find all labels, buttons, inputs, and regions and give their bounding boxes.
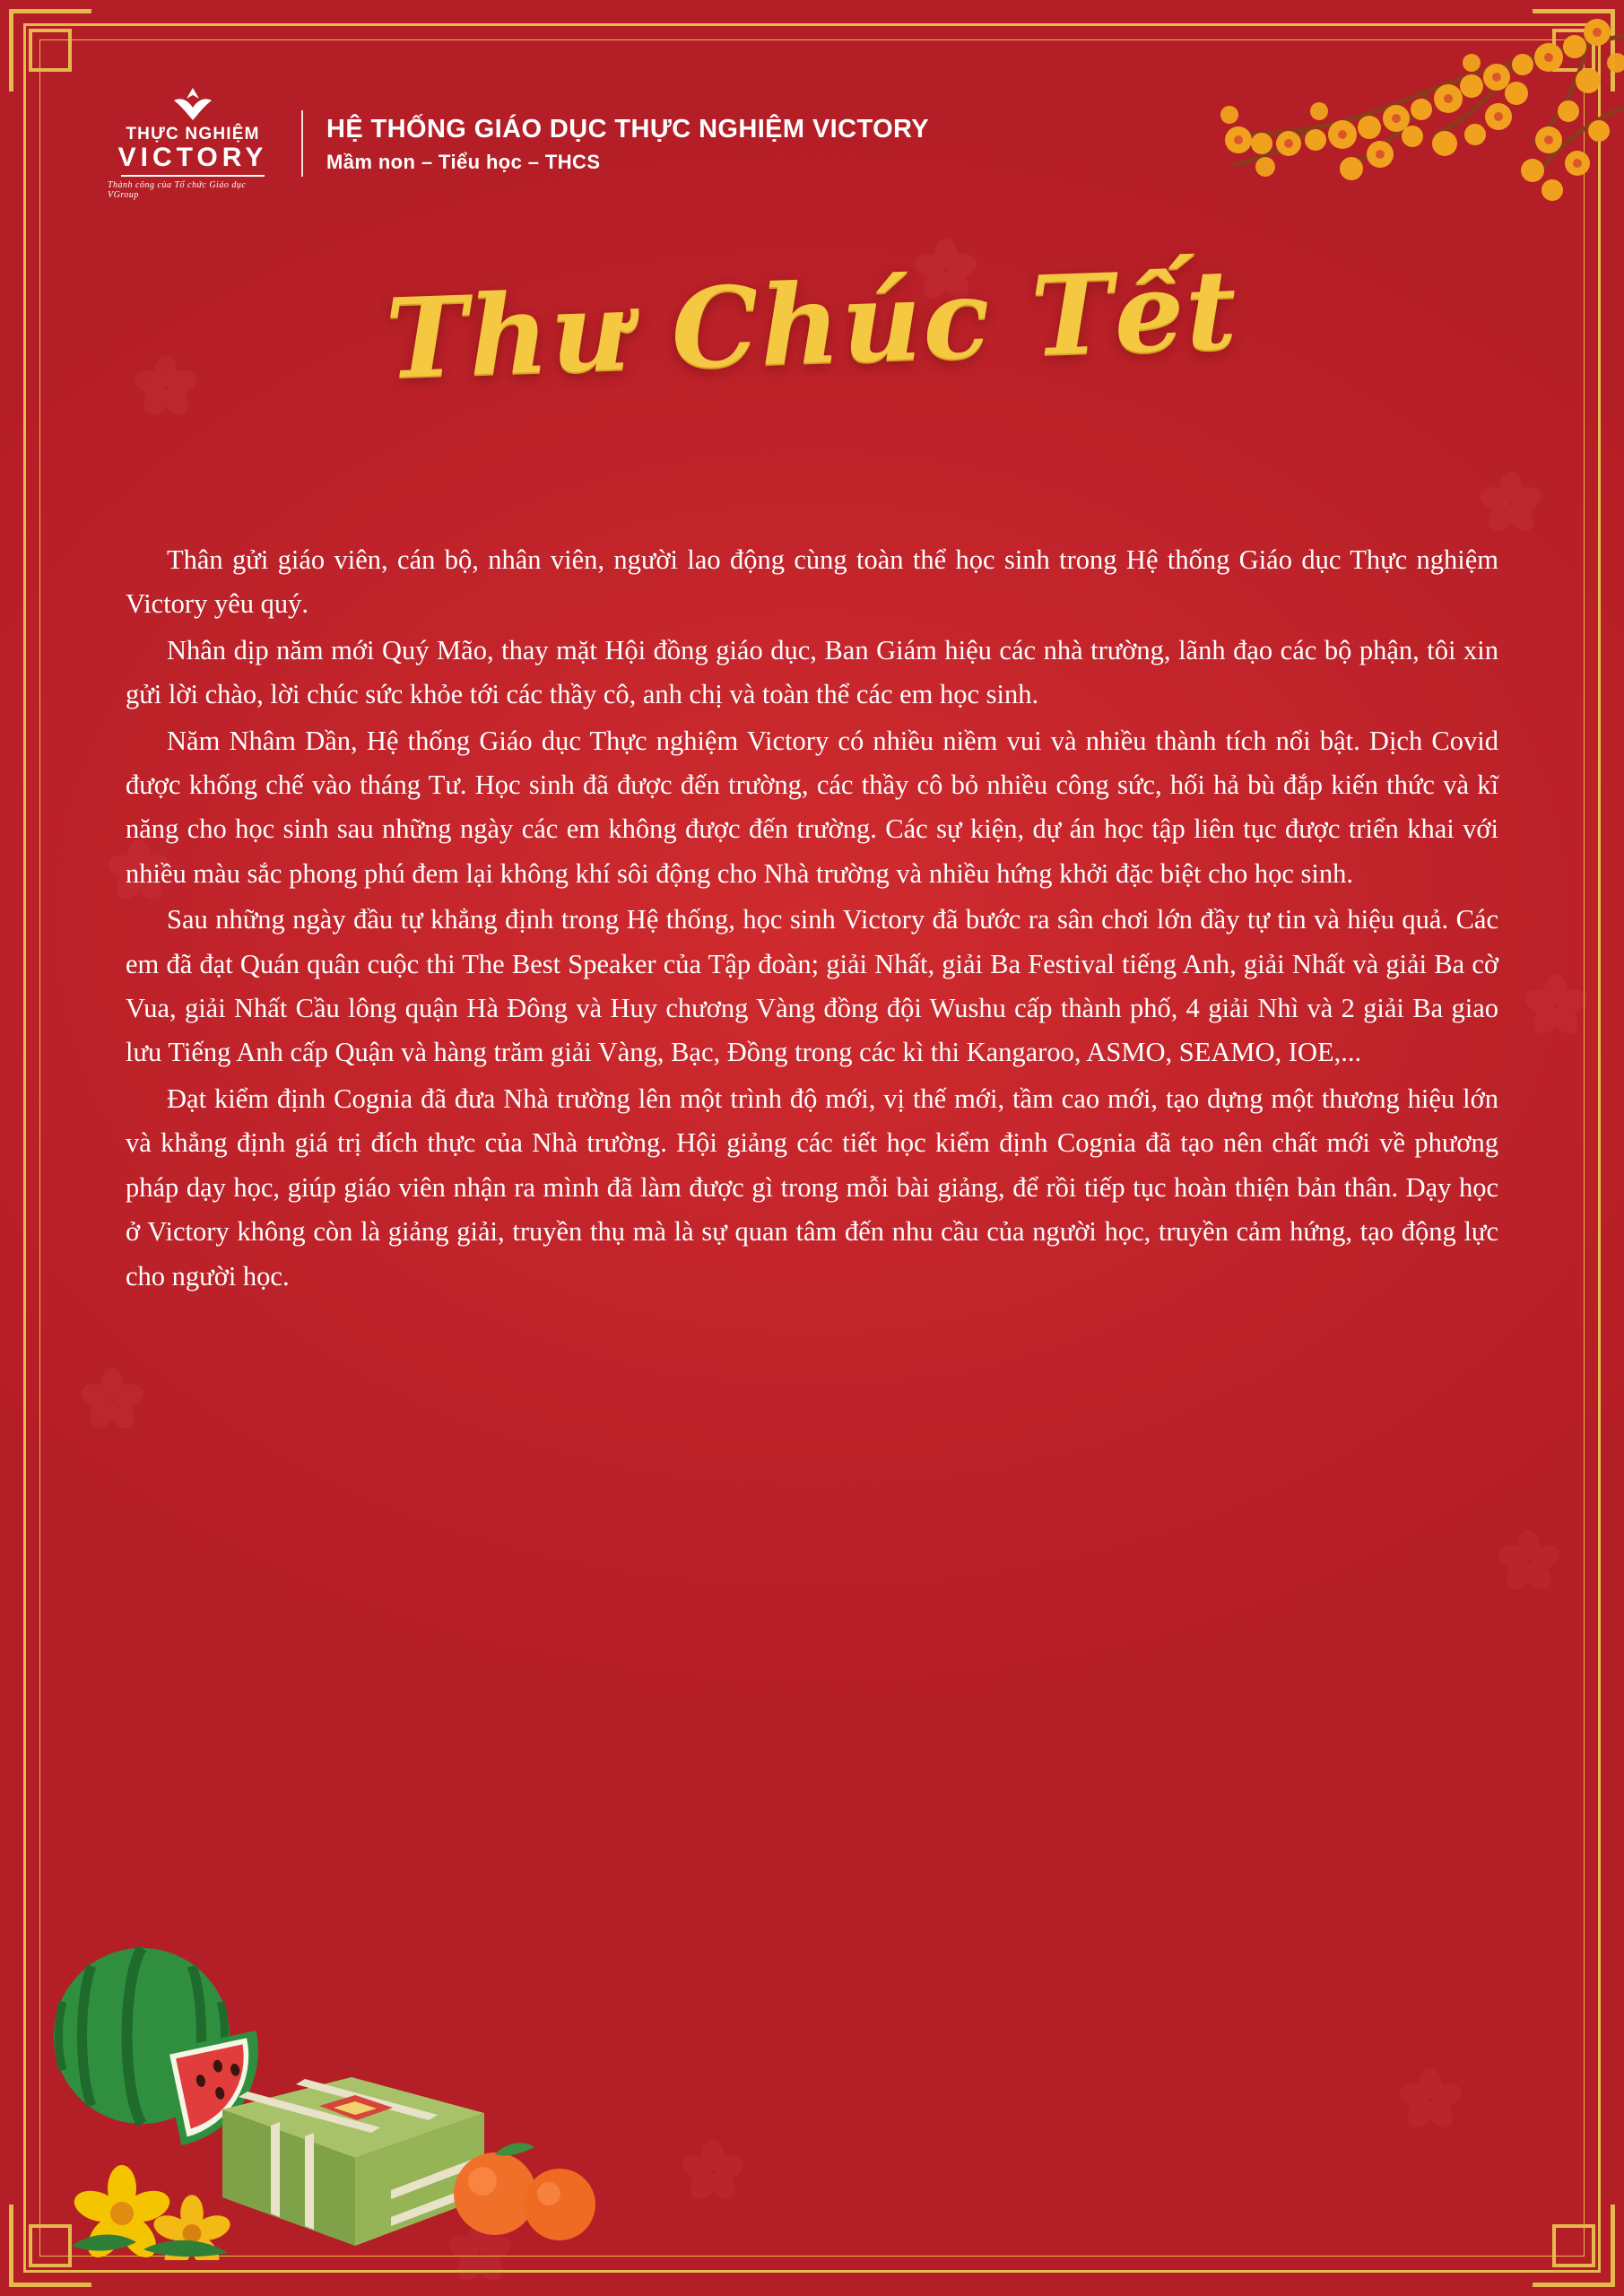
letter-paragraph: Năm Nhâm Dần, Hệ thống Giáo dục Thực nghiệm Victory có nhiều niềm vui và nhiều thành tích nổi bật. Dịch Covid được khống chế vào tháng Tư. Học sinh đã được đến trường, các thầy cô bỏ nhiều công sức, hối hả bù đắp kiến thức và kĩ năng cho học sinh sau những ngày các em không được đến trường. Các sự kiện, dự án học tập liên tục được triển khai với nhiều màu sắc phong phú đem lại không khí sôi động cho Nhà trường và nhiều hứng khởi đặc biệt cho học sinh.	[126, 725, 1498, 889]
organization-block	[326, 113, 929, 174]
logo-rule	[121, 175, 265, 177]
tangerine-icon	[454, 2143, 595, 2240]
header-divider	[301, 110, 303, 177]
corner-ornament-top-right	[1533, 9, 1615, 91]
letter-paragraph: Nhân dịp năm mới Quý Mão, thay mặt Hội đồng giáo dục, Ban Giám hiệu các nhà trường, lãnh đạo các bộ phận, tôi xin gửi lời chào, lời chúc sức khỏe tới các thầy cô, anh chị và toàn thể các em học sinh.	[126, 634, 1498, 710]
letter-paragraph: Thân gửi giáo viên, cán bộ, nhân viên, người lao động cùng toàn thể học sinh trong Hệ thống Giáo dục Thực nghiệm Victory yêu quý.	[126, 544, 1498, 620]
logo-tagline: Thành công cùa Tổ chức Giáo dục VGroup	[108, 180, 247, 201]
letter-paragraph: Đạt kiểm định Cognia đã đưa Nhà trường lên một trình độ mới, vị thế mới, tầm cao mới, tạo dựng một thương hiệu lớn và khẳng định giá trị đích thực của Nhà trường. Hội giảng các tiết học kiểm định Cognia đã tạo nên chất mới về phương pháp dạy học, giúp giáo viên nhận ra mình đã làm được gì trong mỗi bài giảng, để rồi tiếp tục hoàn thiện bản thân. Dạy học ở Victory không còn là giảng giải, truyền thụ mà là sự quan tâm đến nhu cầu của người học, truyền cảm hứng, tạo động lực cho người học.	[126, 1083, 1498, 1292]
organization-title: HỆ THỐNG GIÁO DỤC THỰC NGHIỆM VICTORY	[326, 114, 930, 144]
page-title-text: Thư Chúc Tết	[383, 244, 1241, 404]
corner-ornament-top-left	[9, 9, 91, 91]
corner-ornament-bottom-right	[1533, 2205, 1615, 2287]
letter-body	[126, 538, 1498, 1300]
banh-chung-icon	[222, 2077, 484, 2246]
logo-line-1: THỰC NGHIỆM	[126, 125, 260, 144]
page-title	[0, 244, 1624, 404]
yellow-flower-icon	[70, 2165, 233, 2260]
logo-line-2: VICTORY	[117, 142, 268, 172]
bird-icon	[172, 86, 213, 122]
letter-paragraph: Sau những ngày đầu tự khẳng định trong Hệ thống, học sinh Victory đã bước ra sân chơi lớn đầy tự tin và hiệu quả. Các em đã đạt Quán quân cuộc thi The Best Speaker của Tập đoàn; giải Nhất, giải Ba Festival tiếng Anh, giải Nhất và giải Ba cờ Vua, giải Nhất Cầu lông quận Hà Đông và Huy chương Vàng đồng đội Wushu cấp thành phố, 4 giải Nhì và 2 giải Ba giao lưu Tiếng Anh cấp Quận và hàng trăm giải Vàng, Bạc, Đồng trong các kì thi Kangaroo, ASMO, SEAMO, IOE,...	[126, 904, 1498, 1068]
watermelon-whole-icon	[54, 1948, 230, 2124]
tet-still-life-illustration	[36, 1901, 682, 2260]
victory-logo	[108, 86, 278, 200]
header	[108, 86, 929, 200]
corner-ornament-bottom-left	[9, 2205, 91, 2287]
organization-subtitle: Mầm non – Tiểu học – THCS	[326, 150, 601, 173]
watermelon-slice-icon	[161, 2031, 276, 2145]
